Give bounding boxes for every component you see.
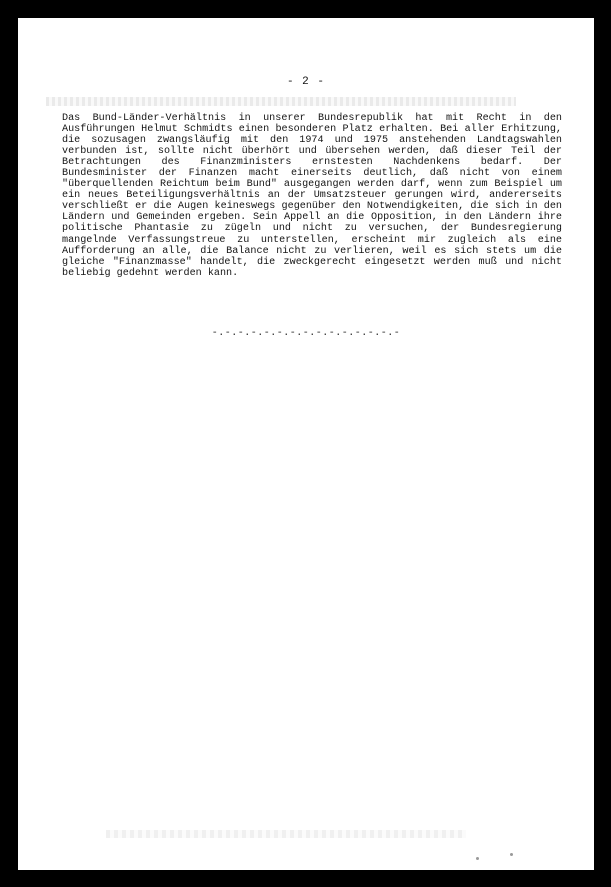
- body-paragraph: Das Bund-Länder-Verhältnis in unserer Bundesrepublik hat mit Recht in den Ausführungen Helmut Schmidts einen besonderen Platz erhalten. Bei aller Erhitzung, die sozusagen zwangsläufig mit den 1974 und 1975 anstehenden Landtagswahlen verbunden ist, sollte nicht überhört und übersehen werden, daß dieser Teil der Betrachtungen des Finanzministers ernstesten Nachdenkens bedarf. Der Bundesminister der Finanzen macht einerseits deutlich, daß nicht von einem "überquellenden Reichtum beim Bund" ausgegangen werden darf, wenn zum Beispiel um ein neues Beteiligungsverhältnis an der Umsatzsteuer gerungen wird, andererseits verschließt er die Augen keineswegs gegenüber den Notwendigkeiten, die sich in den Ländern und Gemeinden ergeben. Sein Appell an die Opposition, in den Ländern ihre politische Phantasie zu zügeln und nicht zu versuchen, der Bundesregierung mangelnde Verfassungstreue zu unterstellen, erscheint mir zugleich als eine Aufforderung an alle, die Balance nicht zu verlieren, weil es sich stets um die gleiche "Finanzmasse" handelt, die zweckgerecht eingesetzt werden muß und nicht beliebig gedehnt werden kann.: [62, 113, 562, 279]
- show-through-text-bottom: [106, 830, 466, 838]
- page-number: - 2 -: [286, 76, 325, 88]
- show-through-text: [46, 97, 516, 106]
- separator-line: -.-.-.-.-.-.-.-.-.-.-.-.-.-.-: [211, 328, 401, 339]
- document-page: [18, 18, 594, 870]
- scan-speck: [510, 853, 513, 856]
- scan-speck: [476, 857, 479, 860]
